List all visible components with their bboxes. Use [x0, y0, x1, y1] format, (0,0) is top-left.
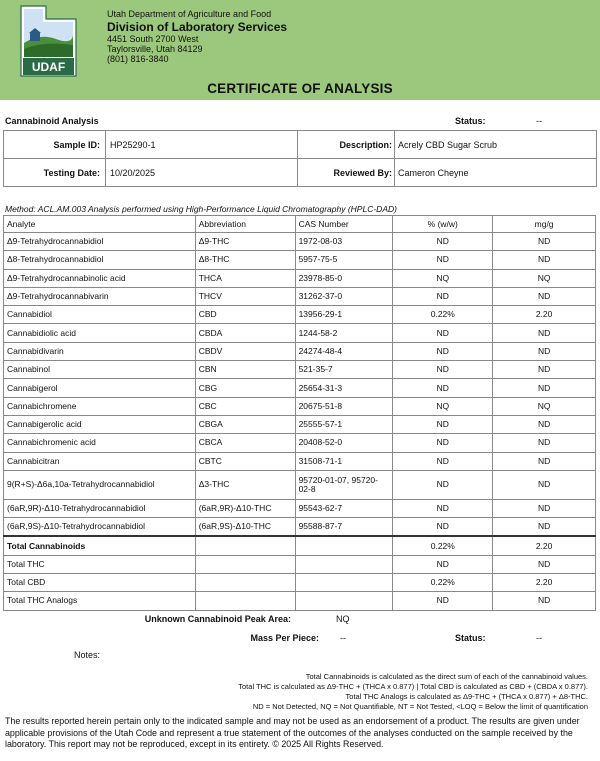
certificate-title: CERTIFICATE OF ANALYSIS: [207, 81, 393, 96]
analyte-cell: Cannabidiolic acid: [4, 324, 196, 342]
analyte-cell: Total Cannabinoids: [4, 536, 196, 555]
table-row: [4, 269, 596, 287]
cas-number-cell: [295, 592, 393, 610]
mg-per-g-cell: NQ: [493, 397, 596, 415]
mass-per-piece-value: --: [340, 633, 346, 643]
cas-number-cell: 13956-29-1: [295, 306, 393, 324]
percent-cell: NQ: [393, 397, 493, 415]
abbreviation-cell: CBGA: [195, 415, 295, 433]
logo-text: UDAF: [31, 60, 66, 74]
cas-number-cell: 20408-52-0: [295, 434, 393, 452]
percent-cell: ND: [393, 452, 493, 470]
cas-number-cell: 20675-51-8: [295, 397, 393, 415]
percent-cell: ND: [393, 251, 493, 269]
percent-cell: 0.22%: [393, 306, 493, 324]
percent-cell: ND: [393, 518, 493, 537]
results-table-body: [4, 216, 596, 611]
abbreviation-cell: [195, 555, 295, 573]
analyte-cell: Cannabichromenic acid: [4, 434, 196, 452]
table-row: [4, 324, 596, 342]
percent-cell: ND: [393, 361, 493, 379]
percent-cell: ND: [393, 434, 493, 452]
mg-per-g-cell: NQ: [493, 269, 596, 287]
cas-number-cell: [295, 555, 393, 573]
percent-cell: ND: [393, 415, 493, 433]
cas-number-cell: 95543-62-7: [295, 499, 393, 517]
abbreviation-cell: THCA: [195, 269, 295, 287]
disclaimer: The results reported herein pertain only to the indicated sample and may not be used as an endorsement of a product. The results are given under applicable provisions of the Utah Code and represent a true statement of the outcomes of the analyses conducted on the sample received by the laboratory. This report may not be reproduced, except in its entirety. © 2025 All Rights Reserved.: [5, 716, 580, 749]
description-label: Description:: [339, 140, 392, 150]
table-row: [4, 397, 596, 415]
udaf-logo: [20, 5, 77, 77]
sample-id-value: HP25290-1: [110, 140, 156, 150]
table-row: [4, 251, 596, 269]
cas-number-cell: [295, 536, 393, 555]
analyte-cell: Cannabichromene: [4, 397, 196, 415]
percent-cell: ND: [393, 592, 493, 610]
table-row: [4, 233, 596, 251]
abbreviation-cell: [195, 592, 295, 610]
abbreviation-cell: CBN: [195, 361, 295, 379]
abbreviation-cell: CBDV: [195, 342, 295, 360]
table-row: [4, 518, 596, 537]
method-note: Method: ACL.AM.003 Analysis performed using High-Performance Liquid Chromatography (HPLC-DAD): [5, 204, 397, 214]
footer-status-label: Status:: [455, 633, 486, 643]
calculation-notes: [238, 672, 588, 712]
testing-info-row: [3, 158, 597, 187]
testing-date-label: Testing Date:: [43, 168, 100, 178]
cas-number-cell: 521-35-7: [295, 361, 393, 379]
reviewed-by-label: Reviewed By:: [333, 168, 392, 178]
cas-number-cell: 31508-71-1: [295, 452, 393, 470]
mass-per-piece-label: Mass Per Piece:: [250, 633, 319, 643]
section-heading: Cannabinoid Analysis: [5, 116, 99, 126]
testing-date-value: 10/20/2025: [110, 168, 156, 178]
abbreviation-cell: Abbreviation: [195, 216, 295, 233]
analyte-cell: Total THC Analogs: [4, 592, 196, 610]
mg-per-g-cell: 2.20: [493, 536, 596, 555]
mg-per-g-cell: ND: [493, 324, 596, 342]
percent-cell: ND: [393, 379, 493, 397]
table-header-row: [4, 216, 596, 233]
abbreviation-cell: CBDA: [195, 324, 295, 342]
percent-cell: ND: [393, 287, 493, 305]
division-name: Division of Laboratory Services: [107, 20, 288, 34]
sample-info-row: [3, 130, 597, 159]
analyte-cell: Total CBD: [4, 574, 196, 592]
abbreviation-cell: CBC: [195, 397, 295, 415]
phone-line: (801) 816-3840: [107, 54, 169, 64]
status-value: --: [536, 116, 542, 126]
percent-cell: % (w/w): [393, 216, 493, 233]
abbreviation-cell: [195, 536, 295, 555]
table-row: [4, 287, 596, 305]
abbreviation-cell: CBD: [195, 306, 295, 324]
percent-cell: NQ: [393, 269, 493, 287]
abbreviation-cell: CBG: [195, 379, 295, 397]
mg-per-g-cell: ND: [493, 361, 596, 379]
notes-label: Notes:: [74, 650, 101, 660]
mg-per-g-cell: ND: [493, 251, 596, 269]
reviewed-by-value: Cameron Cheyne: [398, 168, 469, 178]
description-value: Acrely CBD Sugar Scrub: [398, 140, 498, 150]
mg-per-g-cell: 2.20: [493, 306, 596, 324]
analyte-cell: Cannabinol: [4, 361, 196, 379]
table-row: [4, 379, 596, 397]
percent-cell: ND: [393, 555, 493, 573]
calc-note: Total THC Analogs is calculated as Δ9-THC + (THCA x 0.877) + Δ8-THC.: [345, 692, 588, 701]
percent-cell: 0.22%: [393, 536, 493, 555]
cas-number-cell: 5957-75-5: [295, 251, 393, 269]
abbreviation-cell: Δ3-THC: [195, 470, 295, 499]
table-row: [4, 361, 596, 379]
mg-per-g-cell: ND: [493, 342, 596, 360]
table-row: [4, 470, 596, 499]
analyte-cell: Δ9-Tetrahydrocannabidiol: [4, 233, 196, 251]
mg-per-g-cell: ND: [493, 233, 596, 251]
analyte-cell: (6aR,9S)-Δ10-Tetrahydrocannabidiol: [4, 518, 196, 537]
abbreviation-cell: Δ8-THC: [195, 251, 295, 269]
mg-per-g-cell: ND: [493, 518, 596, 537]
analyte-cell: Δ9-Tetrahydrocannabinolic acid: [4, 269, 196, 287]
sample-id-label: Sample ID:: [53, 140, 100, 150]
cas-number-cell: 23978-85-0: [295, 269, 393, 287]
calc-note: Total Cannabinoids is calculated as the direct sum of each of the cannabinoid values.: [305, 672, 588, 681]
mg-per-g-cell: ND: [493, 434, 596, 452]
percent-cell: ND: [393, 342, 493, 360]
table-row: [4, 499, 596, 517]
mg-per-g-cell: ND: [493, 470, 596, 499]
abbreviation-cell: Δ9-THC: [195, 233, 295, 251]
mg-per-g-cell: ND: [493, 499, 596, 517]
percent-cell: ND: [393, 324, 493, 342]
mg-per-g-cell: ND: [493, 415, 596, 433]
table-row: [4, 434, 596, 452]
table-row: [4, 342, 596, 360]
status-label: Status:: [455, 116, 486, 126]
analyte-cell: Δ9-Tetrahydrocannabivarin: [4, 287, 196, 305]
cannabinoid-results-table: [3, 215, 596, 611]
percent-cell: ND: [393, 470, 493, 499]
analyte-cell: Cannabigerolic acid: [4, 415, 196, 433]
analyte-cell: 9(R+S)-Δ6a,10a-Tetrahydrocannabidiol: [4, 470, 196, 499]
mg-per-g-cell: ND: [493, 555, 596, 573]
footer-status-value: --: [536, 633, 542, 643]
cas-number-cell: 25555-57-1: [295, 415, 393, 433]
analyte-cell: Cannabidivarin: [4, 342, 196, 360]
percent-cell: ND: [393, 499, 493, 517]
abbreviation-cell: CBTC: [195, 452, 295, 470]
analyte-cell: Cannabidiol: [4, 306, 196, 324]
table-row: [4, 306, 596, 324]
percent-cell: ND: [393, 233, 493, 251]
mg-per-g-cell: 2.20: [493, 574, 596, 592]
abbreviation-cell: (6aR,9S)-Δ10-THC: [195, 518, 295, 537]
address-line: Taylorsville, Utah 84129: [107, 44, 203, 54]
unknown-peak-value: NQ: [336, 614, 350, 624]
analyte-cell: Cannabigerol: [4, 379, 196, 397]
table-row: [4, 452, 596, 470]
analyte-cell: (6aR,9R)-Δ10-Tetrahydrocannabidiol: [4, 499, 196, 517]
analyte-cell: Analyte: [4, 216, 196, 233]
mg-per-g-cell: mg/g: [493, 216, 596, 233]
percent-cell: 0.22%: [393, 574, 493, 592]
cas-number-cell: 95720-01-07, 95720-02-8: [295, 470, 393, 499]
mg-per-g-cell: ND: [493, 379, 596, 397]
calc-note: ND = Not Detected, NQ = Not Quantifiable, NT = Not Tested, <LOQ = Below the limit of quantification: [252, 702, 588, 711]
analyte-cell: Δ8-Tetrahydrocannabidiol: [4, 251, 196, 269]
calc-note: Total THC is calculated as Δ9-THC + (THCA x 0.877) | Total CBD is calculated as CBD + (CBDA x 0.877).: [238, 682, 588, 691]
cas-number-cell: 1972-08-03: [295, 233, 393, 251]
cas-number-cell: 1244-58-2: [295, 324, 393, 342]
abbreviation-cell: CBCA: [195, 434, 295, 452]
cas-number-cell: [295, 574, 393, 592]
cas-number-cell: 25654-31-3: [295, 379, 393, 397]
cas-number-cell: 31262-37-0: [295, 287, 393, 305]
table-row: [4, 415, 596, 433]
mg-per-g-cell: ND: [493, 592, 596, 610]
abbreviation-cell: [195, 574, 295, 592]
mg-per-g-cell: ND: [493, 452, 596, 470]
totals-row: [4, 592, 596, 610]
cas-number-cell: 24274-48-4: [295, 342, 393, 360]
cas-number-cell: 95588-87-7: [295, 518, 393, 537]
totals-row: [4, 574, 596, 592]
cas-number-cell: CAS Number: [295, 216, 393, 233]
address-line: 4451 South 2700 West: [107, 34, 199, 44]
department-name: Utah Department of Agriculture and Food: [107, 9, 272, 19]
totals-row: [4, 536, 596, 555]
mg-per-g-cell: ND: [493, 287, 596, 305]
unknown-peak-label: Unknown Cannabinoid Peak Area:: [144, 614, 291, 624]
abbreviation-cell: THCV: [195, 287, 295, 305]
abbreviation-cell: (6aR,9R)-Δ10-THC: [195, 499, 295, 517]
analyte-cell: Cannabicitran: [4, 452, 196, 470]
analyte-cell: Total THC: [4, 555, 196, 573]
totals-row: [4, 555, 596, 573]
